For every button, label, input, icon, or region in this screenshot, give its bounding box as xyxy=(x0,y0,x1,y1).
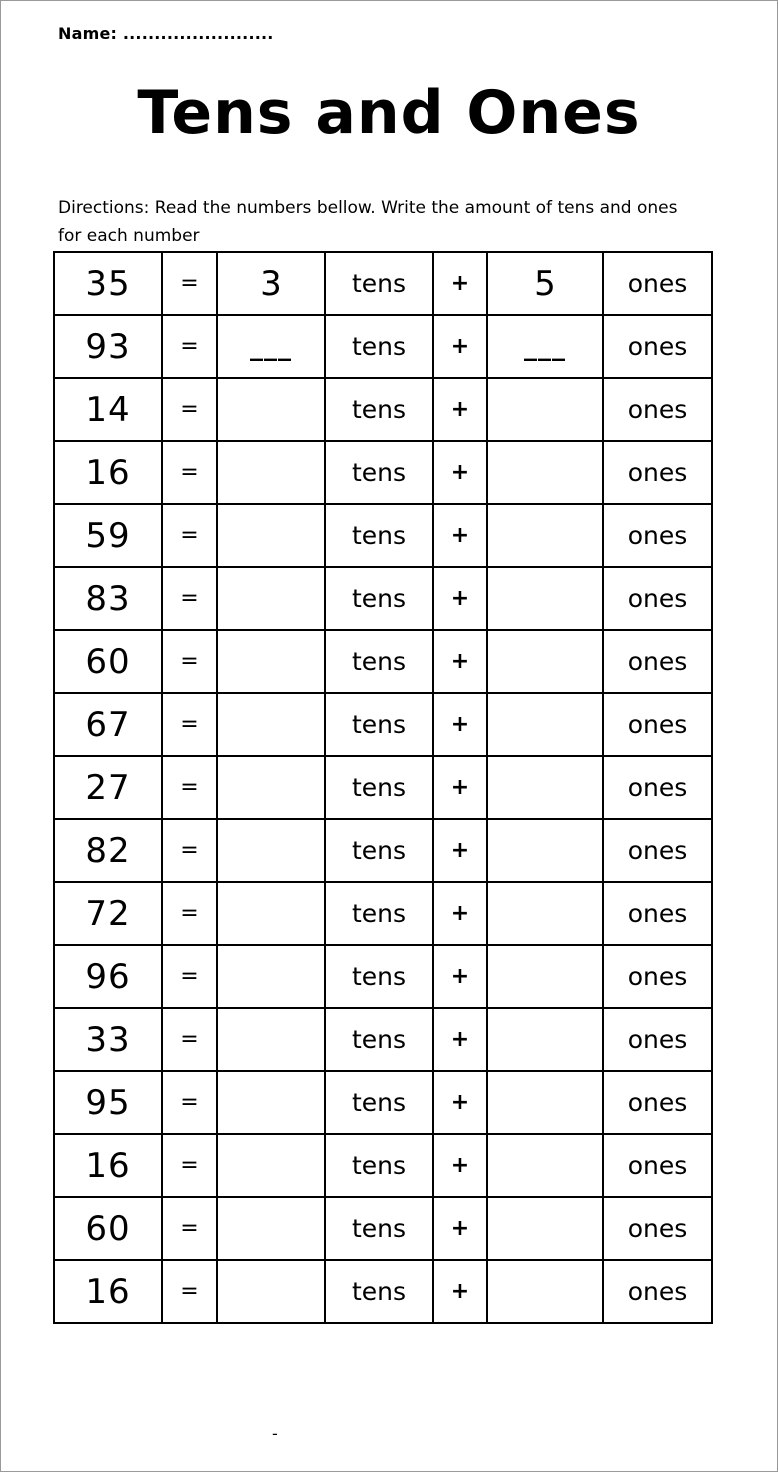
number-cell: 95 xyxy=(54,1071,162,1134)
tens-answer-cell[interactable] xyxy=(217,1197,325,1260)
ones-label: ones xyxy=(603,567,712,630)
equals-sign: = xyxy=(162,378,217,441)
ones-label: ones xyxy=(603,1260,712,1323)
tens-label: tens xyxy=(325,882,433,945)
ones-label: ones xyxy=(603,756,712,819)
ones-label: ones xyxy=(603,1071,712,1134)
table-row xyxy=(54,630,712,693)
tens-label: tens xyxy=(325,1008,433,1071)
plus-sign: + xyxy=(433,945,487,1008)
tens-label: tens xyxy=(325,819,433,882)
tens-answer-cell[interactable] xyxy=(217,1071,325,1134)
table-row xyxy=(54,945,712,1008)
tens-answer-cell[interactable] xyxy=(217,378,325,441)
ones-label: ones xyxy=(603,1134,712,1197)
tens-answer-cell[interactable] xyxy=(217,504,325,567)
tens-ones-table xyxy=(53,251,713,1324)
ones-label: ones xyxy=(603,315,712,378)
number-cell: 14 xyxy=(54,378,162,441)
ones-label: ones xyxy=(603,252,712,315)
table-row xyxy=(54,315,712,378)
ones-answer-cell[interactable] xyxy=(487,1071,603,1134)
ones-answer-cell[interactable] xyxy=(487,882,603,945)
ones-answer-cell[interactable] xyxy=(487,441,603,504)
ones-answer-cell[interactable] xyxy=(487,693,603,756)
tens-label: tens xyxy=(325,1071,433,1134)
equals-sign: = xyxy=(162,1134,217,1197)
plus-sign: + xyxy=(433,567,487,630)
tens-answer-cell[interactable] xyxy=(217,1134,325,1197)
equals-sign: = xyxy=(162,1008,217,1071)
table-row xyxy=(54,819,712,882)
number-cell: 60 xyxy=(54,630,162,693)
tens-answer-cell[interactable]: ___ xyxy=(217,315,325,378)
ones-label: ones xyxy=(603,819,712,882)
table-row xyxy=(54,504,712,567)
plus-sign: + xyxy=(433,756,487,819)
table-row xyxy=(54,378,712,441)
tens-answer-cell[interactable] xyxy=(217,945,325,1008)
number-cell: 67 xyxy=(54,693,162,756)
plus-sign: + xyxy=(433,252,487,315)
directions-line-2: for each number xyxy=(58,226,200,246)
equals-sign: = xyxy=(162,819,217,882)
ones-label: ones xyxy=(603,441,712,504)
number-cell: 96 xyxy=(54,945,162,1008)
equals-sign: = xyxy=(162,1197,217,1260)
equals-sign: = xyxy=(162,756,217,819)
table-row xyxy=(54,441,712,504)
tens-label: tens xyxy=(325,378,433,441)
plus-sign: + xyxy=(433,1260,487,1323)
tens-label: tens xyxy=(325,630,433,693)
ones-answer-cell[interactable] xyxy=(487,504,603,567)
footer-mark: - xyxy=(272,1424,278,1443)
plus-sign: + xyxy=(433,819,487,882)
number-cell: 60 xyxy=(54,1197,162,1260)
number-cell: 83 xyxy=(54,567,162,630)
tens-answer-cell[interactable]: 3 xyxy=(217,252,325,315)
tens-answer-cell[interactable] xyxy=(217,1260,325,1323)
ones-label: ones xyxy=(603,1008,712,1071)
tens-label: tens xyxy=(325,315,433,378)
plus-sign: + xyxy=(433,1197,487,1260)
number-cell: 59 xyxy=(54,504,162,567)
plus-sign: + xyxy=(433,630,487,693)
tens-answer-cell[interactable] xyxy=(217,1008,325,1071)
number-cell: 16 xyxy=(54,441,162,504)
tens-label: tens xyxy=(325,756,433,819)
plus-sign: + xyxy=(433,1071,487,1134)
ones-label: ones xyxy=(603,882,712,945)
number-cell: 16 xyxy=(54,1134,162,1197)
table-row xyxy=(54,882,712,945)
table-row xyxy=(54,756,712,819)
ones-answer-cell[interactable] xyxy=(487,630,603,693)
directions-line-1: Directions: Read the numbers bellow. Write the amount of tens and ones xyxy=(58,198,678,218)
tens-label: tens xyxy=(325,1197,433,1260)
plus-sign: + xyxy=(433,1134,487,1197)
ones-answer-cell[interactable] xyxy=(487,378,603,441)
table-row xyxy=(54,1008,712,1071)
equals-sign: = xyxy=(162,882,217,945)
table-row xyxy=(54,567,712,630)
ones-answer-cell[interactable]: 5 xyxy=(487,252,603,315)
number-cell: 35 xyxy=(54,252,162,315)
page-title: Tens and Ones xyxy=(137,78,641,148)
number-cell: 93 xyxy=(54,315,162,378)
ones-answer-cell[interactable]: ___ xyxy=(487,315,603,378)
ones-answer-cell[interactable] xyxy=(487,945,603,1008)
equals-sign: = xyxy=(162,945,217,1008)
tens-answer-cell[interactable] xyxy=(217,882,325,945)
ones-label: ones xyxy=(603,504,712,567)
tens-label: tens xyxy=(325,252,433,315)
ones-answer-cell[interactable] xyxy=(487,1260,603,1323)
equals-sign: = xyxy=(162,630,217,693)
equals-sign: = xyxy=(162,1071,217,1134)
name-field: Name: ........................ xyxy=(58,24,274,43)
tens-label: tens xyxy=(325,567,433,630)
tens-label: tens xyxy=(325,504,433,567)
number-cell: 33 xyxy=(54,1008,162,1071)
equals-sign: = xyxy=(162,693,217,756)
equals-sign: = xyxy=(162,504,217,567)
plus-sign: + xyxy=(433,1008,487,1071)
plus-sign: + xyxy=(433,315,487,378)
tens-answer-cell[interactable] xyxy=(217,567,325,630)
tens-label: tens xyxy=(325,1260,433,1323)
plus-sign: + xyxy=(433,693,487,756)
ones-answer-cell[interactable] xyxy=(487,1197,603,1260)
equals-sign: = xyxy=(162,567,217,630)
ones-label: ones xyxy=(603,693,712,756)
ones-label: ones xyxy=(603,378,712,441)
number-cell: 82 xyxy=(54,819,162,882)
tens-answer-cell[interactable] xyxy=(217,756,325,819)
ones-answer-cell[interactable] xyxy=(487,1008,603,1071)
tens-label: tens xyxy=(325,693,433,756)
equals-sign: = xyxy=(162,252,217,315)
table-row xyxy=(54,1134,712,1197)
plus-sign: + xyxy=(433,504,487,567)
tens-answer-cell[interactable] xyxy=(217,630,325,693)
plus-sign: + xyxy=(433,441,487,504)
table-row xyxy=(54,1260,712,1323)
tens-label: tens xyxy=(325,1134,433,1197)
plus-sign: + xyxy=(433,882,487,945)
number-cell: 27 xyxy=(54,756,162,819)
tens-answer-cell[interactable] xyxy=(217,819,325,882)
tens-label: tens xyxy=(325,945,433,1008)
ones-answer-cell[interactable] xyxy=(487,756,603,819)
table-row xyxy=(54,1197,712,1260)
equals-sign: = xyxy=(162,315,217,378)
number-cell: 72 xyxy=(54,882,162,945)
table-row xyxy=(54,1071,712,1134)
ones-answer-cell[interactable] xyxy=(487,1134,603,1197)
plus-sign: + xyxy=(433,378,487,441)
ones-answer-cell[interactable] xyxy=(487,819,603,882)
number-cell: 16 xyxy=(54,1260,162,1323)
directions xyxy=(58,194,718,250)
ones-label: ones xyxy=(603,1197,712,1260)
tens-answer-cell[interactable] xyxy=(217,441,325,504)
tens-answer-cell[interactable] xyxy=(217,693,325,756)
table-row xyxy=(54,693,712,756)
equals-sign: = xyxy=(162,441,217,504)
equals-sign: = xyxy=(162,1260,217,1323)
ones-label: ones xyxy=(603,945,712,1008)
table-row xyxy=(54,252,712,315)
tens-label: tens xyxy=(325,441,433,504)
ones-label: ones xyxy=(603,630,712,693)
ones-answer-cell[interactable] xyxy=(487,567,603,630)
